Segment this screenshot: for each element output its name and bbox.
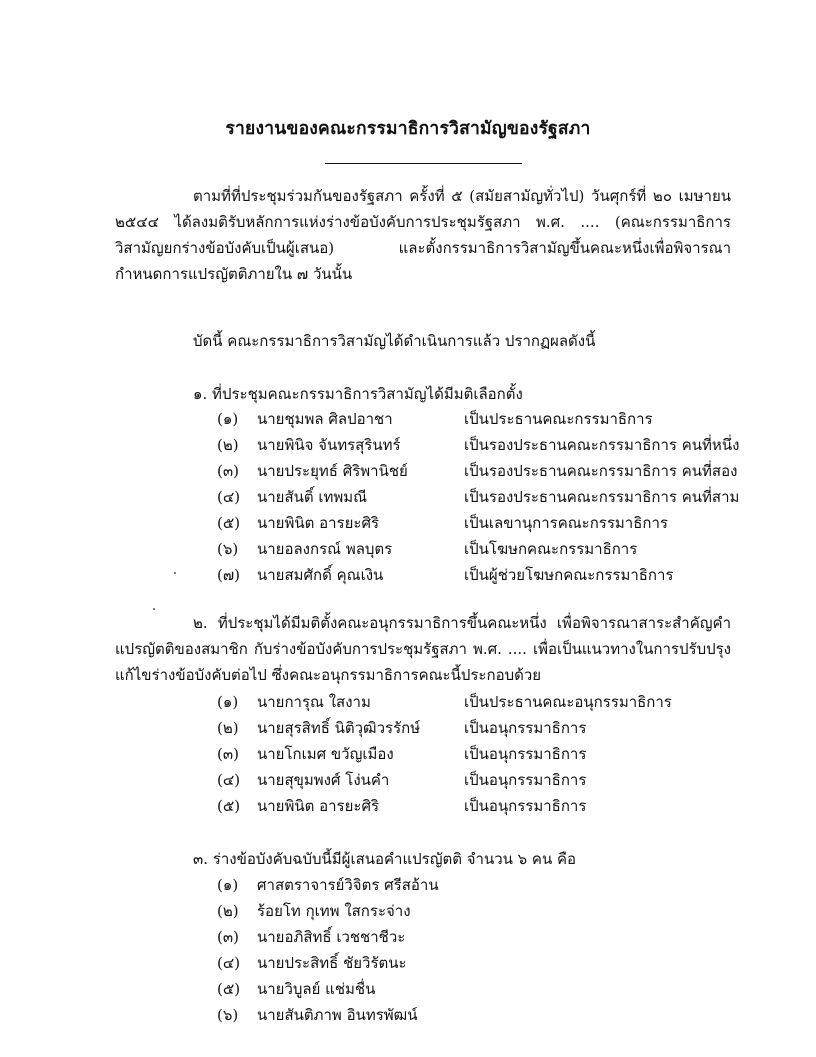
member-name: นายสุรสิทธิ์ นิติวุฒิวรรักษ์ — [257, 719, 421, 737]
section3-member-row — [217, 924, 405, 950]
member-position: เป็นผู้ช่วยโฆษกคณะกรรมาธิการ — [464, 566, 674, 584]
scan-speck — [174, 572, 176, 574]
member-number: (๒) — [217, 719, 239, 737]
section3-member-row — [217, 1002, 417, 1028]
member-position: เป็นอนุกรรมาธิการ — [464, 797, 587, 815]
member-position: เป็นรองประธานคณะกรรมาธิการ คนที่สอง — [464, 462, 738, 480]
member-number: (๔) — [217, 488, 241, 506]
section2-paragraph: ๒. ที่ประชุมได้มีมติตั้งคณะอนุกรรมาธิการขึ้นคณะหนึ่ง เพื่อพิจารณาสาระสำคัญคำแปรญัตติของสมาชิก กับร่างข้อบังคับการประชุมรัฐสภา พ.ศ. .... เพื่อเป็นแนวทางในการปรับปรุงแก้ไขร่างข้อบังคับต่อไป ซึ่งคณะอนุกรรมาธิการคณะนี้ประกอบด้วย — [115, 614, 731, 684]
section2-member-row — [217, 689, 672, 715]
section1-member-row — [217, 562, 674, 588]
member-number: (๒) — [217, 436, 239, 454]
section3-member-row — [217, 950, 407, 976]
member-name: นายโกเมศ ขวัญเมือง — [257, 745, 394, 763]
member-position: เป็นรองประธานคณะกรรมาธิการ คนที่สาม — [464, 488, 740, 506]
member-name: นายพินิต อารยะศิริ — [257, 514, 380, 532]
member-name: นายสุขุมพงศ์ โง่นคำ — [257, 771, 390, 789]
member-number: (๑) — [217, 410, 239, 428]
member-name: นายพินิต อารยะศิริ — [257, 797, 380, 815]
member-name: นายสันติภาพ อินทรพัฒน์ — [257, 1006, 418, 1024]
member-number: (๕) — [217, 514, 241, 532]
member-number: (๖) — [217, 540, 239, 558]
member-position: เป็นประธานคณะกรรมาธิการ — [464, 410, 653, 428]
section1-member-row — [217, 458, 738, 484]
section3-member-row — [217, 898, 411, 924]
member-name: นายอภิสิทธิ์ เวชชาชีวะ — [257, 928, 406, 946]
member-name: นายสมศักดิ์ คุณเงิน — [257, 566, 384, 584]
member-name: ร้อยโท กุเทพ ใสกระจ่าง — [257, 902, 411, 920]
member-number: (๔) — [217, 954, 241, 972]
member-name: นายการุณ ใสงาม — [257, 693, 371, 711]
member-position: เป็นรองประธานคณะกรรมาธิการ คนที่หนึ่ง — [464, 436, 740, 454]
section3-member-row — [217, 872, 439, 898]
section2-member-row — [217, 767, 587, 793]
member-number: (๕) — [217, 980, 241, 998]
member-number: (๒) — [217, 902, 239, 920]
member-name: นายสันติ์ เทพมณี — [257, 488, 368, 506]
document-title: รายงานของคณะกรรมาธิการวิสามัญของรัฐสภา — [225, 119, 591, 139]
section2-member-row — [217, 793, 587, 819]
member-number: (๗) — [217, 566, 240, 584]
member-name: นายอลงกรณ์ พลบุตร — [257, 540, 393, 558]
section1-heading: ๑. ที่ประชุมคณะกรรมาธิการวิสามัญได้มีมติเลือกตั้ง — [193, 385, 523, 403]
section1-member-row — [217, 406, 653, 432]
section1-member-row — [217, 510, 668, 536]
intro-paragraph: ตามที่ที่ประชุมร่วมกันของรัฐสภา ครั้งที่ ๕ (สมัยสามัญทั่วไป) วันศุกร์ที่ ๒๐ เมษายน ๒๕๔๔ ได้ลงมติรับหลักการแห่งร่างข้อบังคับการประชุมรัฐสภา พ.ศ. .... (คณะกรรมาธิการวิสามัญยกร่างข้อบังคับเป็นผู้เสนอ) และตั้งกรรมาธิการวิสามัญขึ้นคณะหนึ่งเพื่อพิจารณา กำหนดการแปรญัตติภายใน ๗ วันนั้น — [115, 187, 731, 283]
section3-member-row — [217, 976, 375, 1002]
section1-member-row — [217, 432, 740, 458]
section3-heading: ๓. ร่างข้อบังคับฉบับนี้มีผู้เสนอคำแปรญัตติ จำนวน ๖ คน คือ — [193, 850, 577, 868]
member-number: (๑) — [217, 876, 239, 894]
member-position: เป็นเลขานุการคณะกรรมาธิการ — [464, 514, 668, 532]
section1-member-row — [217, 484, 740, 510]
member-name: นายชุมพล ศิลปอาชา — [257, 410, 393, 428]
member-position: เป็นอนุกรรมาธิการ — [464, 771, 587, 789]
member-name: นายประยุทธ์ ศิริพานิชย์ — [257, 462, 408, 480]
member-name: นายวิบูลย์ แช่มชื่น — [257, 980, 376, 998]
member-number: (๑) — [217, 693, 239, 711]
section2-member-row — [217, 741, 587, 767]
progress-paragraph: บัดนี้ คณะกรรมาธิการวิสามัญได้ดำเนินการแล้ว ปรากฏผลดังนี้ — [193, 332, 596, 350]
member-number: (๔) — [217, 771, 241, 789]
member-name: ศาสตราจารย์วิจิตร ศรีสอ้าน — [257, 876, 439, 894]
scan-speck — [153, 608, 155, 610]
member-position: เป็นโฆษกคณะกรรมาธิการ — [464, 540, 638, 558]
section2-member-row — [217, 715, 587, 741]
title-underline — [325, 163, 522, 164]
member-number: (๓) — [217, 462, 239, 480]
member-name: นายประสิทธิ์ ชัยวิรัตนะ — [257, 954, 407, 972]
member-name: นายพินิจ จันทรสุรินทร์ — [257, 436, 401, 454]
member-position: เป็นอนุกรรมาธิการ — [464, 719, 587, 737]
member-number: (๓) — [217, 745, 239, 763]
member-position: เป็นอนุกรรมาธิการ — [464, 745, 587, 763]
member-number: (๕) — [217, 797, 241, 815]
member-position: เป็นประธานคณะอนุกรรมาธิการ — [464, 693, 672, 711]
section1-member-row — [217, 536, 638, 562]
member-number: (๖) — [217, 1006, 239, 1024]
member-number: (๓) — [217, 928, 239, 946]
